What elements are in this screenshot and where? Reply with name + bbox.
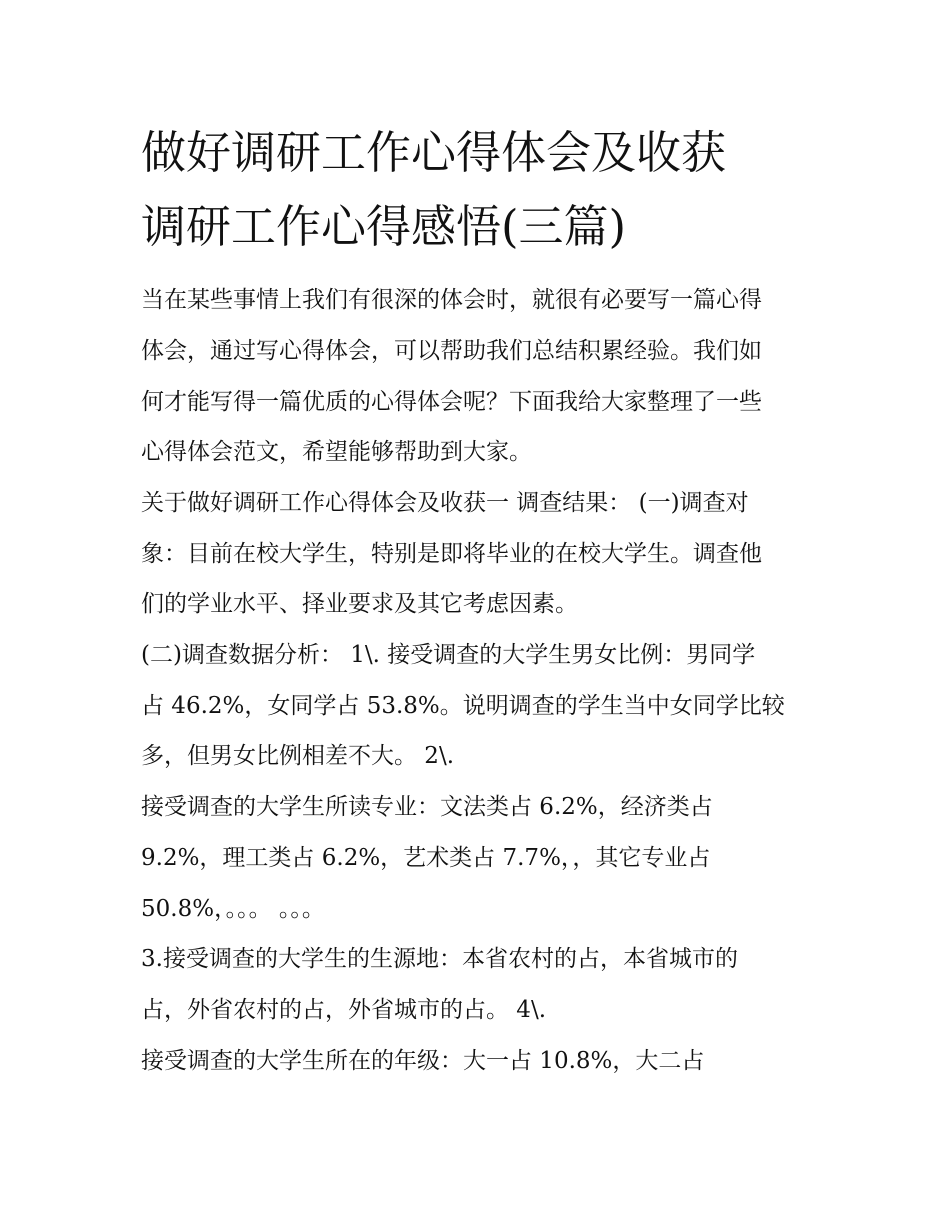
body-line: 占 46.2%，女同学占 53.8%。说明调查的学生当中女同学比较 <box>141 693 785 719</box>
body-line: 关于做好调研工作心得体会及收获一 调查结果： (一)调查对 <box>141 490 749 516</box>
body-line: 象：目前在校大学生，特别是即将毕业的在校大学生。调查他 <box>141 541 762 567</box>
body-line: 多，但男女比例相差不大。 2\. <box>141 743 455 769</box>
body-line: 当在某些事情上我们有很深的体会时，就很有必要写一篇心得 <box>141 287 762 313</box>
document-title <box>141 116 841 264</box>
body-line: 何才能写得一篇优质的心得体会呢？下面我给大家整理了一些 <box>141 389 762 415</box>
body-line: (二)调查数据分析： 1\. 接受调查的大学生男女比例：男同学 <box>141 642 756 668</box>
body-line: 9.2%，理工类占 6.2%，艺术类占 7.7%，，其它专业占 <box>141 845 711 871</box>
body-line: 占，外省农村的占，外省城市的占。 4\. <box>141 997 547 1023</box>
body-line: 心得体会范文，希望能够帮助到大家。 <box>141 439 532 465</box>
title-line-1: 做好调研工作心得体会及收获 <box>141 126 727 179</box>
body-line: 接受调查的大学生所在的年级：大一占 10.8%，大二占 <box>141 1048 705 1074</box>
body-line: 接受调查的大学生所读专业：文法类占 6.2%，经济类占 <box>141 794 713 820</box>
body-line: 50.8%，。。。 。。。 <box>141 896 325 922</box>
body-line: 们的学业水平、择业要求及其它考虑因素。 <box>141 591 578 617</box>
body-line: 3.接受调查的大学生的生源地：本省农村的占，本省城市的 <box>141 946 738 972</box>
body-line: 体会，通过写心得体会，可以帮助我们总结积累经验。我们如 <box>141 338 762 364</box>
title-line-2: 调研工作心得感悟(三篇) <box>141 200 627 253</box>
